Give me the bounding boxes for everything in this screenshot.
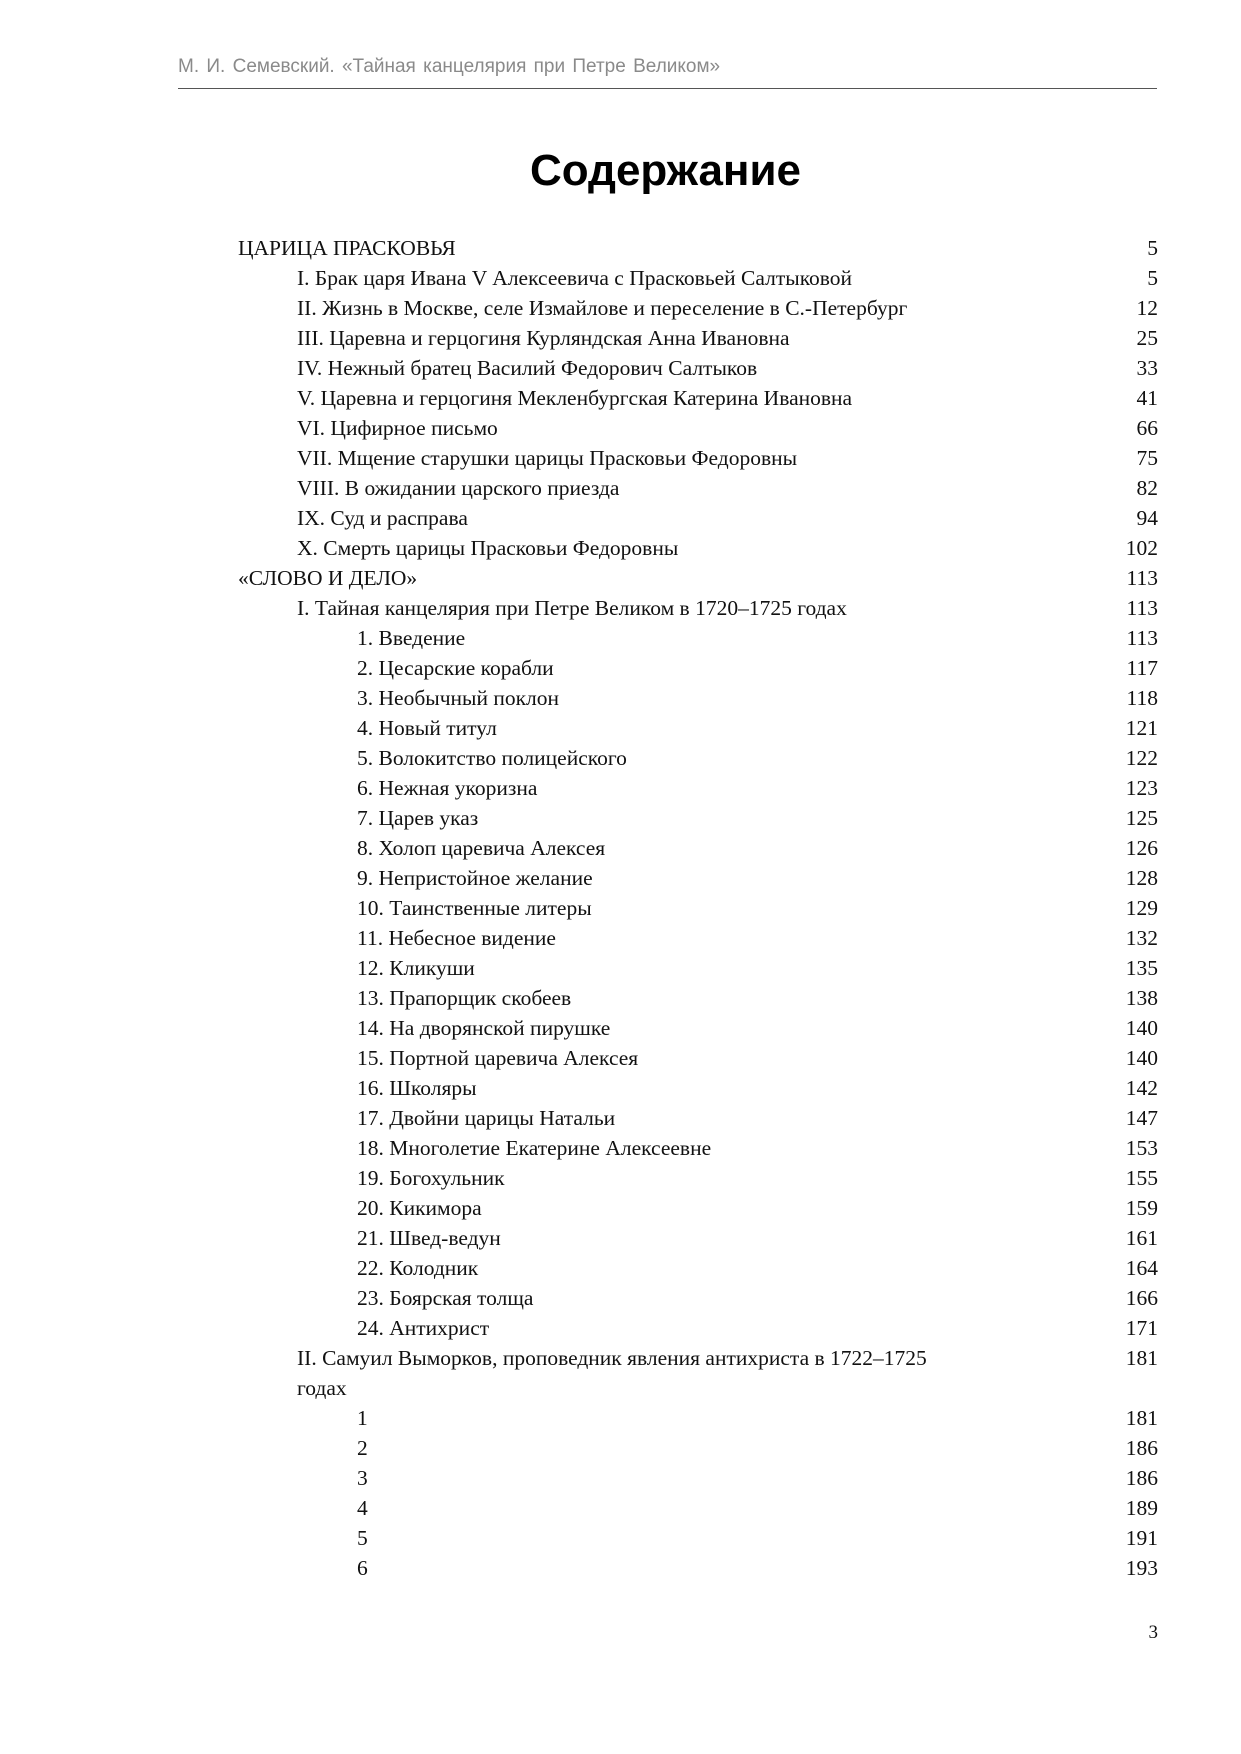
- toc-entry: [238, 1043, 1158, 1073]
- toc-entry-title: 13. Прапорщик скобеев: [357, 986, 572, 1010]
- toc-entry: [238, 623, 1158, 653]
- toc-entry: [238, 743, 1158, 773]
- toc-entry: [238, 1553, 1158, 1583]
- toc-entry-page: 113: [1126, 626, 1158, 650]
- toc-entry-title: 9. Непристойное желание: [357, 866, 593, 890]
- toc-entry-title: V. Царевна и герцогиня Мекленбургская Катерина Ивановна: [297, 386, 853, 410]
- toc-entry: [238, 1253, 1158, 1283]
- toc-entry-page: 33: [1136, 356, 1158, 380]
- toc-entry-page: 25: [1136, 326, 1158, 350]
- toc-entry: [238, 1523, 1158, 1553]
- toc-entry-title: 6: [357, 1556, 368, 1580]
- toc-entry-title: 10. Таинственные литеры: [357, 896, 592, 920]
- toc-entry: [238, 653, 1158, 683]
- toc-entry: [238, 983, 1158, 1013]
- toc-entry-title: 18. Многолетие Екатерине Алексеевне: [357, 1136, 712, 1160]
- toc-entry-page: 123: [1125, 776, 1158, 800]
- toc-entry: [238, 443, 1158, 473]
- toc-entry-page: 186: [1125, 1466, 1158, 1490]
- toc-entry-title: 15. Портной царевича Алексея: [357, 1046, 639, 1070]
- toc-entry: [238, 1343, 1158, 1403]
- toc-entry-title: IX. Суд и расправа: [297, 506, 468, 530]
- toc-entry: [238, 1193, 1158, 1223]
- toc-entry-page: 140: [1125, 1046, 1158, 1070]
- toc-entry: [238, 953, 1158, 983]
- toc-entry-page: 186: [1125, 1436, 1158, 1460]
- page-number: 3: [1148, 1622, 1158, 1643]
- toc-entry-page: 181: [1125, 1406, 1158, 1430]
- toc-entry-page: 113: [1126, 566, 1158, 590]
- toc-entry-page: 193: [1125, 1556, 1158, 1580]
- toc-entry-title: II. Самуил Выморков, проповедник явления антихриста в 1722–1725 годах: [297, 1346, 927, 1400]
- toc-entry: [238, 893, 1158, 923]
- toc-entry-page: 155: [1125, 1166, 1158, 1190]
- toc-entry-page: 171: [1125, 1316, 1158, 1340]
- toc-entry-title: 23. Боярская толща: [357, 1286, 534, 1310]
- toc-entry-title: «СЛОВО И ДЕЛО»: [238, 566, 418, 590]
- toc-entry: [238, 1013, 1158, 1043]
- toc-entry-title: 16. Школяры: [357, 1076, 477, 1100]
- toc-entry-title: 17. Двойни царицы Натальи: [357, 1106, 616, 1130]
- toc-entry-page: 138: [1125, 986, 1158, 1010]
- toc-entry-page: 153: [1125, 1136, 1158, 1160]
- toc-entry-page: 113: [1126, 596, 1158, 620]
- toc-entry-page: 117: [1126, 656, 1158, 680]
- toc-entry: [238, 473, 1158, 503]
- toc-entry-page: 142: [1125, 1076, 1158, 1100]
- toc-entry-page: 166: [1125, 1286, 1158, 1310]
- toc-entry-title: ЦАРИЦА ПРАСКОВЬЯ: [238, 236, 456, 260]
- toc-entry-title: VII. Мщение старушки царицы Прасковьи Федоровны: [297, 446, 798, 470]
- toc-entry-page: 66: [1136, 416, 1158, 440]
- toc-entry-title: VIII. В ожидании царского приезда: [297, 476, 620, 500]
- toc-entry: [238, 383, 1158, 413]
- table-of-contents: [238, 233, 1158, 1583]
- toc-entry: [238, 713, 1158, 743]
- toc-entry: [238, 593, 1158, 623]
- toc-entry-title: 14. На дворянской пирушке: [357, 1016, 611, 1040]
- toc-entry-page: 147: [1125, 1106, 1158, 1130]
- toc-entry-page: 140: [1125, 1016, 1158, 1040]
- toc-entry-title: III. Царевна и герцогиня Курляндская Анна Ивановна: [297, 326, 790, 350]
- toc-entry-page: 164: [1125, 1256, 1158, 1280]
- toc-entry-title: I. Брак царя Ивана V Алексеевича с Прасковьей Салтыковой: [297, 266, 853, 290]
- toc-entry-page: 126: [1125, 836, 1158, 860]
- toc-entry: [238, 233, 1158, 263]
- toc-entry-page: 94: [1136, 506, 1158, 530]
- toc-entry-title: 22. Колодник: [357, 1256, 479, 1280]
- toc-entry-title: 6. Нежная укоризна: [357, 776, 538, 800]
- toc-entry-page: 122: [1125, 746, 1158, 770]
- toc-entry: [238, 923, 1158, 953]
- toc-entry-title: II. Жизнь в Москве, селе Измайлове и переселение в С.-Петербург: [297, 296, 908, 320]
- toc-entry-title: 1: [357, 1406, 368, 1430]
- running-header: М. И. Семевский. «Тайная канцелярия при Петре Великом»: [178, 56, 721, 77]
- toc-entry: [238, 1493, 1158, 1523]
- toc-entry-title: 19. Богохульник: [357, 1166, 505, 1190]
- toc-entry: [238, 863, 1158, 893]
- toc-entry: [238, 1163, 1158, 1193]
- toc-entry-title: IV. Нежный братец Василий Федорович Салтыков: [297, 356, 758, 380]
- toc-entry: [238, 1433, 1158, 1463]
- toc-entry: [238, 1073, 1158, 1103]
- toc-entry-page: 12: [1136, 296, 1158, 320]
- toc-entry-page: 135: [1125, 956, 1158, 980]
- toc-entry-title: 5. Волокитство полицейского: [357, 746, 627, 770]
- toc-entry-page: 125: [1125, 806, 1158, 830]
- toc-entry: [238, 1283, 1158, 1313]
- toc-entry-title: X. Смерть царицы Прасковьи Федоровны: [297, 536, 679, 560]
- toc-entry: [238, 533, 1158, 563]
- toc-entry-title: 8. Холоп царевича Алексея: [357, 836, 606, 860]
- toc-entry-page: 5: [1147, 236, 1158, 260]
- toc-entry: [238, 413, 1158, 443]
- toc-entry: [238, 1313, 1158, 1343]
- toc-entry: [238, 833, 1158, 863]
- toc-entry-page: 41: [1136, 386, 1158, 410]
- toc-entry: [238, 323, 1158, 353]
- toc-entry-title: 24. Антихрист: [357, 1316, 490, 1340]
- toc-entry: [238, 1403, 1158, 1433]
- toc-entry-title: 20. Кикимора: [357, 1196, 482, 1220]
- toc-entry-title: 2. Цесарские корабли: [357, 656, 554, 680]
- toc-entry: [238, 803, 1158, 833]
- toc-entry-page: 102: [1125, 536, 1158, 560]
- toc-entry-page: 159: [1125, 1196, 1158, 1220]
- toc-entry-page: 75: [1136, 446, 1158, 470]
- toc-entry-page: 82: [1136, 476, 1158, 500]
- toc-entry-title: 3. Необычный поклон: [357, 686, 560, 710]
- toc-entry: [238, 773, 1158, 803]
- toc-entry-title: VI. Цифирное письмо: [297, 416, 498, 440]
- toc-entry-title: 12. Кликуши: [357, 956, 475, 980]
- toc-entry-page: 191: [1125, 1526, 1158, 1550]
- toc-entry-page: 121: [1125, 716, 1158, 740]
- toc-entry-title: 3: [357, 1466, 368, 1490]
- toc-entry-title: I. Тайная канцелярия при Петре Великом в 1720–1725 годах: [297, 596, 847, 620]
- header-rule: [178, 88, 1157, 89]
- toc-entry: [238, 353, 1158, 383]
- page-title: Содержание: [529, 146, 802, 195]
- toc-entry: [238, 503, 1158, 533]
- toc-entry: [238, 293, 1158, 323]
- toc-entry: [238, 1133, 1158, 1163]
- toc-entry-page: 132: [1125, 926, 1158, 950]
- toc-entry-page: 128: [1125, 866, 1158, 890]
- toc-entry: [238, 1463, 1158, 1493]
- toc-entry-page: 118: [1126, 686, 1158, 710]
- toc-entry-title: 11. Небесное видение: [357, 926, 556, 950]
- toc-entry-title: 5: [357, 1526, 368, 1550]
- toc-entry: [238, 1223, 1158, 1253]
- toc-entry: [238, 683, 1158, 713]
- toc-entry-title: 2: [357, 1436, 368, 1460]
- toc-entry-title: 4: [357, 1496, 368, 1520]
- toc-entry-page: 5: [1147, 266, 1158, 290]
- toc-entry-page: 161: [1125, 1226, 1158, 1250]
- toc-entry: [238, 1103, 1158, 1133]
- toc-entry-page: 189: [1125, 1496, 1158, 1520]
- toc-entry: [238, 263, 1158, 293]
- toc-entry-title: 7. Царев указ: [357, 806, 479, 830]
- toc-entry-title: 4. Новый титул: [357, 716, 497, 740]
- toc-entry: [238, 563, 1158, 593]
- toc-entry-page: 181: [1125, 1346, 1158, 1370]
- toc-entry-title: 1. Введение: [357, 626, 466, 650]
- toc-entry-title: 21. Швед-ведун: [357, 1226, 501, 1250]
- toc-entry-page: 129: [1125, 896, 1158, 920]
